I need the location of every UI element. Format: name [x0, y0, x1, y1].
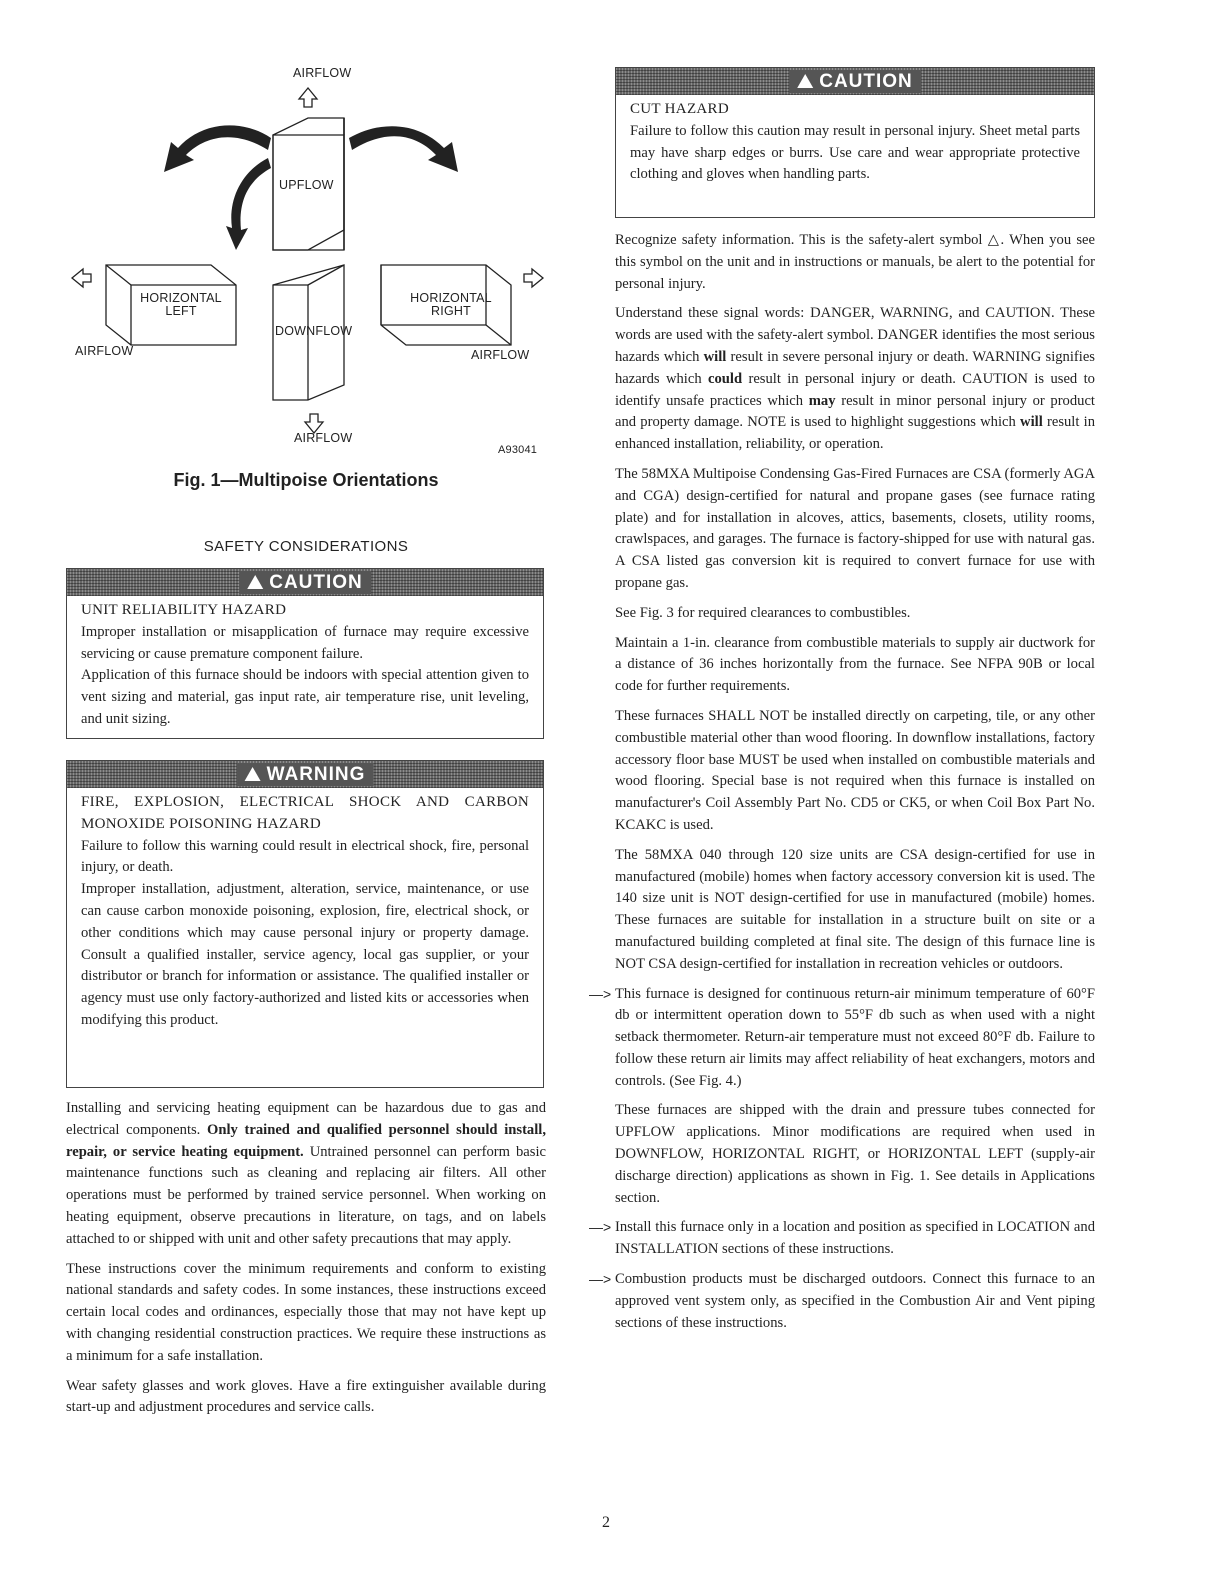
curve-arrow-down — [226, 158, 271, 250]
hazard-paragraph: Application of this furnace should be indoors with special attention given to vent sizing and material, gas input rate, air temperature rise, unit leveling, and unit sizing. — [81, 667, 529, 727]
change-arrow-icon: —> — [589, 1271, 612, 1288]
curve-arrow-right — [349, 126, 458, 172]
body-paragraph-changed — [589, 984, 1095, 1093]
upflow-airflow-arrow — [299, 88, 317, 107]
caution-unit-reliability-box — [66, 568, 544, 739]
safety-alert-icon — [797, 74, 813, 88]
horizontal-left-label-line1: HORIZONTAL — [140, 291, 222, 305]
horizontal-right-label-line2: RIGHT — [431, 304, 471, 318]
caution-bar-label — [789, 70, 921, 93]
hazard-paragraph: Failure to follow this caution may result in personal injury. Sheet metal parts may have sharp edges or burrs. Use care and wear appropriate protective clothing and gloves when handling parts. — [630, 122, 1080, 183]
caution-bar-label — [239, 571, 371, 594]
body-paragraph: These instructions cover the minimum requirements and conform to existing national standards and safety codes. In some instances, these instructions exceed certain local codes and ordinances, especially those that may not have kept up with changing residential construction practices. We require these instructions as a minimum for a safe installation. — [66, 1260, 546, 1364]
page-number: 2 — [602, 1514, 610, 1531]
text-span: Installing and servicing heating equipment can be hazardous due to gas and electrical components. — [66, 1100, 546, 1138]
caution-unit-content — [67, 596, 543, 737]
body-paragraph — [66, 1098, 546, 1251]
hazard-title: UNIT RELIABILITY HAZARD — [81, 602, 287, 618]
upflow-label: UPFLOW — [279, 178, 334, 192]
safety-alert-icon — [247, 575, 263, 589]
hazard-title: CUT HAZARD — [630, 101, 729, 117]
body-paragraph-changed — [589, 1269, 1095, 1334]
warning-fire-box — [66, 760, 544, 1088]
hazard-title: FIRE, EXPLOSION, ELECTRICAL SHOCK AND CARBON MONOXIDE POISONING HAZARD — [81, 794, 529, 832]
text-span: Combustion products must be discharged outdoors. Connect this furnace to an approved vent system only, as specified in the Combustion Air and Vent piping sections of these instructions. — [615, 1271, 1095, 1331]
change-arrow-icon: —> — [589, 985, 612, 1002]
bold-text: could — [708, 370, 743, 387]
warning-fire-content — [67, 788, 543, 1038]
body-paragraph: Wear safety glasses and work gloves. Have a fire extinguisher available during start-up and adjustment procedures and service calls. — [66, 1377, 546, 1416]
caution-bar — [67, 569, 543, 596]
airflow-label-right: AIRFLOW — [471, 348, 530, 362]
text-span: Install this furnace only in a location and position as specified in LOCATION and INSTALLATION sections of these instructions. — [615, 1219, 1095, 1258]
bold-text: Only trained and qualified personnel should install, repair, or service heating equipment. — [66, 1121, 546, 1160]
horizontal-right-label-line1: HORIZONTAL — [410, 291, 492, 305]
body-paragraph: Maintain a 1-in. clearance from combustible materials to supply air ductwork for a distance of 36 inches horizontally from the furnace. See NFPA 90B or local code for further requirements. — [615, 634, 1095, 695]
downflow-label: DOWNFLOW — [275, 324, 353, 338]
right-airflow-arrow — [524, 269, 543, 287]
figure-code: A93041 — [498, 444, 538, 456]
curve-arrow-left — [164, 125, 271, 172]
airflow-label-bottom: AIRFLOW — [294, 431, 353, 445]
horizontal-right-label — [396, 292, 506, 318]
multipoise-figure — [66, 60, 546, 500]
caution-bar-text: CAUTION — [819, 71, 913, 92]
safety-alert-icon — [245, 767, 261, 781]
caution-bar-text: CAUTION — [269, 572, 363, 593]
warning-bar-label — [237, 763, 374, 786]
airflow-label-left: AIRFLOW — [75, 344, 134, 358]
right-body-text — [589, 230, 1095, 1342]
left-body-text — [66, 1098, 546, 1427]
body-paragraph: The 58MXA 040 through 120 size units are CSA design-certified for use in manufactured (mobile) homes when factory accessory conversion kit is used. The 140 size unit is NOT design-certified for use in manufactured (mobile) homes. These furnaces are suitable for installation in a structure built on site or a manufactured building completed at final site. The design of this furnace line is NOT CSA design-certified for installation in recreation vehicles or outdoors. — [615, 846, 1095, 972]
left-airflow-arrow — [72, 269, 91, 287]
text-span: This furnace is designed for continuous return-air minimum temperature of 60°F db or intermittent operation down to 55°F db such as when used with a night setback thermometer. Return-air temperature must not exceed 80°F db. Failure to follow these return air limits may affect reliability of heat exchangers, motors and controls. (See Fig. 4.) — [615, 985, 1095, 1089]
body-paragraph: Recognize safety information. This is the safety-alert symbol △. When you see this symbol on the unit and in instructions or manuals, be alert to the potential for personal injury. — [615, 232, 1095, 292]
horizontal-left-label — [126, 292, 236, 318]
caution-bar — [616, 68, 1094, 95]
airflow-label-top: AIRFLOW — [293, 66, 352, 80]
text-span: Untrained personnel can perform basic maintenance functions such as cleaning and replacing air filters. All other operations must be performed by trained service personnel. When working on heating equipment, observe precautions in literature, on tags, and on labels attached to or shipped with unit and other safety precautions that may apply. — [66, 1143, 546, 1247]
text-span: result in personal injury or death. CAUTION is used to identify unsafe practices which — [615, 370, 1095, 409]
bold-text: may — [808, 392, 836, 409]
body-paragraph: These furnaces SHALL NOT be installed directly on carpeting, tile, or any other combustible material other than wood flooring. In downflow installations, factory accessory floor base MUST be used when installed on combustible materials and wood flooring. Special base is not required when this furnace is installed on manufacturer's Coil Assembly Part No. CD5 or CK5, or when Coil Box Part No. KCAKC is used. — [615, 707, 1095, 833]
text-span: result in enhanced installation, reliability, or operation. — [615, 414, 1095, 453]
orientation-diagram — [66, 60, 546, 460]
hazard-paragraph: Failure to follow this warning could result in electrical shock, fire, personal injury, or death. — [81, 837, 529, 876]
warning-bar-text: WARNING — [266, 764, 366, 785]
bold-text: will — [703, 348, 727, 365]
figure-caption: Fig. 1—Multipoise Orientations — [173, 470, 439, 490]
body-paragraph-changed — [589, 1217, 1095, 1261]
body-paragraph: See Fig. 3 for required clearances to combustibles. — [615, 604, 911, 621]
text-span: result in minor personal injury or product and property damage. NOTE is used to highlight suggestions which — [615, 392, 1095, 431]
bold-text: will — [1020, 414, 1043, 431]
text-span: result in severe personal injury or death. WARNING signifies hazards which — [615, 348, 1095, 387]
text-span: Understand these signal words: DANGER, WARNING, and CAUTION. These words are used with the safety-alert symbol. DANGER identifies the most serious hazards which — [615, 305, 1095, 365]
horizontal-left-label-line2: LEFT — [165, 304, 197, 318]
body-paragraph: The 58MXA Multipoise Condensing Gas-Fired Furnaces are CSA (formerly AGA and CGA) design-certified for natural and propane gases (see furnace rating plate) and for installation in alcoves, attics, basements, closets, utility rooms, crawlspaces, and garages. The furnace is factory-shipped for use with natural gas. A CSA listed gas conversion kit is required to convert furnace for use with propane gas. — [615, 465, 1095, 591]
hazard-paragraph: Improper installation or misapplication of furnace may require excessive servicing or cause premature component failure. — [81, 623, 529, 662]
body-paragraph: These furnaces are shipped with the drain and pressure tubes connected for UPFLOW applications. Minor modifications are required when used in DOWNFLOW, HORIZONTAL RIGHT, or HORIZONTAL LEFT (supply-air discharge direction) applications as shown in Fig. 1. See details in Applications section. — [615, 1102, 1095, 1206]
body-paragraph — [615, 303, 1095, 456]
change-arrow-icon: —> — [589, 1219, 612, 1236]
hazard-paragraph: Improper installation, adjustment, alteration, service, maintenance, or use can cause carbon monoxide poisoning, explosion, fire, electrical shock, or other conditions which may cause personal injury or property damage. Consult a qualified installer, service agency, local gas supplier, or your distributor or branch for information or assistance. The qualified installer or agency must use only factory-authorized and listed kits or accessories when modifying this product. — [81, 881, 529, 1028]
caution-cut-content — [616, 95, 1094, 192]
caution-cut-box — [615, 67, 1095, 218]
warning-bar — [67, 761, 543, 788]
upflow-box — [273, 135, 344, 250]
safety-considerations-heading: SAFETY CONSIDERATIONS — [203, 538, 409, 555]
